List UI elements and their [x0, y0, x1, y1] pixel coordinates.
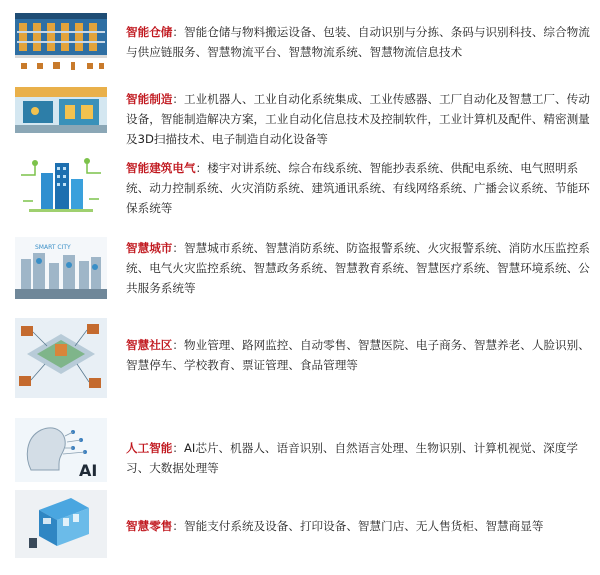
separator: ： — [172, 338, 184, 352]
section-text — [126, 516, 592, 536]
section-title: 智能仓储 — [126, 25, 173, 39]
section-body: 物业管理、路网监控、自动零售、智慧医院、电子商务、智慧养老、人脸识别、智慧停车、学校教育、票证管理、食品管理等 — [126, 338, 590, 372]
section-body: 楼宇对讲系统、综合布线系统、智能抄表系统、供配电系统、电气照明系统、动力控制系统、火灾消防系统、建筑通讯系统、有线网络系统、广播会议系统、节能环保系统等 — [126, 161, 590, 215]
building-image — [15, 155, 107, 217]
section-text — [126, 89, 592, 149]
section-body: 智能仓储与物料搬运设备、包装、自动识别与分拣、条码与识别科技、综合物流与供应链服务、智慧物流平台、智慧物流系统、智慧物流信息技术 — [126, 25, 590, 59]
ai-image — [15, 418, 107, 482]
ai-caption: AI — [79, 461, 98, 480]
section-artificial-intelligence — [0, 410, 600, 490]
community-image — [15, 318, 107, 398]
section-smart-warehouse — [0, 0, 600, 80]
smart-city-caption: SMART CITY — [35, 244, 71, 251]
separator: ： — [195, 161, 208, 175]
separator: ： — [172, 241, 184, 255]
smart-city-image — [15, 237, 107, 299]
separator: ： — [172, 519, 184, 533]
separator: ： — [172, 92, 184, 106]
section-body: 智慧城市系统、智慧消防系统、防盗报警系统、火灾报警系统、消防水压监控系统、电气火灾监控系统、智慧政务系统、智慧教育系统、智慧医疗系统、智慧环境系统、公共服务系统等 — [126, 241, 590, 295]
section-title: 人工智能 — [126, 441, 173, 455]
section-text — [126, 238, 592, 298]
retail-image — [15, 490, 107, 558]
factory-image — [15, 87, 107, 133]
section-smart-city — [0, 230, 600, 310]
warehouse-image — [15, 13, 107, 73]
section-title: 智能建筑电气 — [126, 161, 196, 175]
section-text — [126, 438, 592, 478]
section-smart-manufacturing — [0, 80, 600, 145]
section-body: 智能支付系统及设备、打印设备、智慧门店、无人售货柜、智慧商显等 — [184, 519, 544, 533]
section-title: 智慧零售 — [126, 519, 173, 533]
section-text — [126, 158, 592, 218]
section-text — [126, 335, 592, 375]
section-smart-building-electrical — [0, 150, 600, 230]
separator: ： — [172, 441, 184, 455]
section-smart-community — [0, 315, 600, 405]
section-title: 智慧社区 — [126, 338, 173, 352]
section-title: 智慧城市 — [126, 241, 173, 255]
section-title: 智能制造 — [126, 92, 173, 106]
section-text — [126, 22, 592, 62]
section-smart-retail — [0, 490, 600, 565]
section-body: AI芯片、机器人、语音识别、自然语言处理、生物识别、计算机视觉、深度学习、大数据处理等 — [126, 441, 578, 475]
section-body: 工业机器人、工业自动化系统集成、工业传感器、工厂自动化及智慧工厂、传动设备，智能制造解决方案，工业自动化信息技术及控制软件，工业计算机及配件、精密测量及3D扫描技术、电子制造自动化设备等 — [126, 92, 590, 146]
separator: ： — [172, 25, 184, 39]
